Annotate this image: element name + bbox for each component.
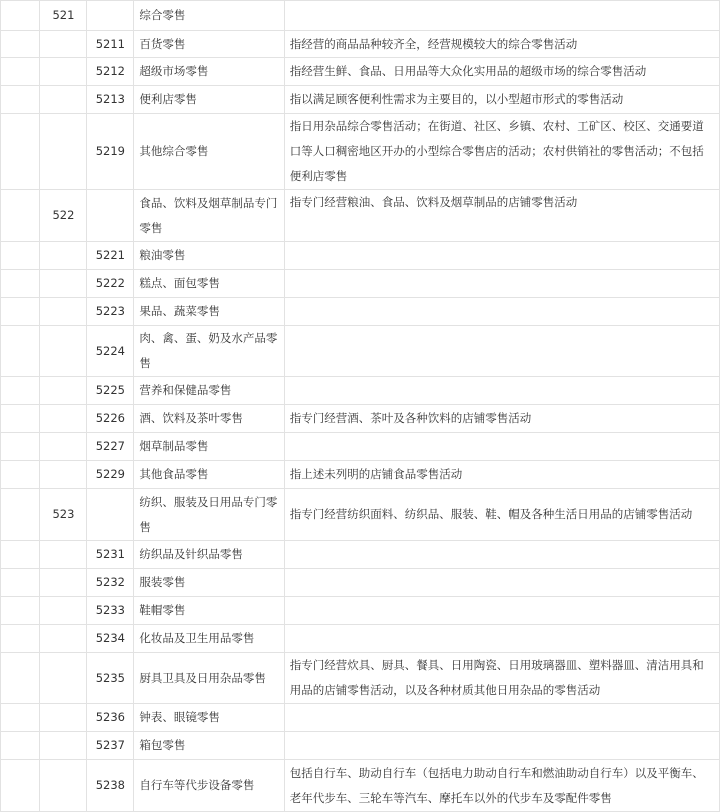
blank-cell (1, 489, 40, 541)
description-cell (284, 597, 719, 625)
group-code-cell: 521 (40, 1, 87, 31)
blank-cell (1, 86, 40, 114)
group-code-cell (40, 732, 87, 760)
class-code-cell (87, 1, 134, 31)
group-code-cell (40, 86, 87, 114)
group-code-cell (40, 298, 87, 326)
blank-cell (1, 242, 40, 270)
class-code-cell (87, 190, 134, 242)
group-code-cell (40, 541, 87, 569)
description-cell: 指专门经营粮油、食品、饮料及烟草制品的店铺零售活动 (284, 190, 719, 242)
group-code-cell (40, 242, 87, 270)
group-code-cell (40, 326, 87, 377)
category-name-cell: 鞋帽零售 (134, 597, 284, 625)
group-code-cell (40, 377, 87, 405)
blank-cell (1, 405, 40, 433)
description-cell (284, 433, 719, 461)
description-cell: 指专门经营纺织面料、纺织品、服装、鞋、帽及各种生活日用品的店铺零售活动 (284, 489, 719, 541)
table-row (1, 653, 720, 704)
blank-cell (1, 31, 40, 58)
description-cell: 指经营的商品品种较齐全，经营规模较大的综合零售活动 (284, 31, 719, 58)
description-cell: 包括自行车、助动自行车（包括电力助动自行车和燃油助动自行车）以及平衡车、老年代步车、三轮车等汽车、摩托车以外的代步车及零配件零售 (284, 760, 719, 812)
category-name-cell: 食品、饮料及烟草制品专门零售 (134, 190, 284, 242)
class-code-cell: 5238 (87, 760, 134, 812)
class-code-cell: 5231 (87, 541, 134, 569)
blank-cell (1, 653, 40, 704)
table-row (1, 433, 720, 461)
category-name-cell: 综合零售 (134, 1, 284, 31)
group-code-cell (40, 625, 87, 653)
table-row (1, 114, 720, 190)
class-code-cell: 5234 (87, 625, 134, 653)
description-cell: 指专门经营炊具、厨具、餐具、日用陶瓷、日用玻璃器皿、塑料器皿、清洁用具和用品的店铺零售活动，以及各种材质其他日用杂品的零售活动 (284, 653, 719, 704)
table-row (1, 298, 720, 326)
category-name-cell: 肉、禽、蛋、奶及水产品零售 (134, 326, 284, 377)
group-code-cell: 522 (40, 190, 87, 242)
group-code-cell (40, 704, 87, 732)
table-row (1, 326, 720, 377)
description-cell (284, 704, 719, 732)
class-code-cell: 5222 (87, 270, 134, 298)
category-name-cell: 百货零售 (134, 31, 284, 58)
description-cell: 指日用杂品综合零售活动；在街道、社区、乡镇、农村、工矿区、校区、交通要道口等人口稠密地区开办的小型综合零售店的活动；农村供销社的零售活动；不包括便利店零售 (284, 114, 719, 190)
blank-cell (1, 541, 40, 569)
table-row (1, 704, 720, 732)
category-name-cell: 厨具卫具及日用杂品零售 (134, 653, 284, 704)
category-name-cell: 化妆品及卫生用品零售 (134, 625, 284, 653)
blank-cell (1, 704, 40, 732)
category-name-cell: 营养和保健品零售 (134, 377, 284, 405)
class-code-cell: 5233 (87, 597, 134, 625)
table-row (1, 1, 720, 31)
blank-cell (1, 760, 40, 812)
group-code-cell (40, 31, 87, 58)
description-cell (284, 569, 719, 597)
description-cell (284, 377, 719, 405)
blank-cell (1, 625, 40, 653)
blank-cell (1, 433, 40, 461)
description-cell: 指上述未列明的店铺食品零售活动 (284, 461, 719, 489)
category-name-cell: 自行车等代步设备零售 (134, 760, 284, 812)
class-code-cell: 5219 (87, 114, 134, 190)
category-name-cell: 果品、蔬菜零售 (134, 298, 284, 326)
category-name-cell: 纺织、服装及日用品专门零售 (134, 489, 284, 541)
class-code-cell: 5232 (87, 569, 134, 597)
category-name-cell: 酒、饮料及茶叶零售 (134, 405, 284, 433)
blank-cell (1, 58, 40, 86)
description-cell (284, 1, 719, 31)
table-row (1, 86, 720, 114)
description-cell (284, 270, 719, 298)
blank-cell (1, 461, 40, 489)
group-code-cell (40, 569, 87, 597)
table-row (1, 541, 720, 569)
class-code-cell: 5227 (87, 433, 134, 461)
class-code-cell: 5211 (87, 31, 134, 58)
category-name-cell: 服装零售 (134, 569, 284, 597)
table-row (1, 58, 720, 86)
class-code-cell: 5226 (87, 405, 134, 433)
class-code-cell: 5235 (87, 653, 134, 704)
description-cell (284, 242, 719, 270)
group-code-cell (40, 433, 87, 461)
class-code-cell: 5223 (87, 298, 134, 326)
description-cell (284, 326, 719, 377)
group-code-cell (40, 653, 87, 704)
table-row (1, 625, 720, 653)
blank-cell (1, 1, 40, 31)
class-code-cell: 5213 (87, 86, 134, 114)
class-code-cell: 5237 (87, 732, 134, 760)
group-code-cell (40, 461, 87, 489)
table-row (1, 461, 720, 489)
description-cell: 指经营生鲜、食品、日用品等大众化实用品的超级市场的综合零售活动 (284, 58, 719, 86)
class-code-cell (87, 489, 134, 541)
class-code-cell: 5225 (87, 377, 134, 405)
category-name-cell: 糕点、面包零售 (134, 270, 284, 298)
blank-cell (1, 569, 40, 597)
description-cell: 指以满足顾客便利性需求为主要目的，以小型超市形式的零售活动 (284, 86, 719, 114)
group-code-cell (40, 597, 87, 625)
category-name-cell: 纺织品及针织品零售 (134, 541, 284, 569)
blank-cell (1, 377, 40, 405)
table-row (1, 377, 720, 405)
table-row (1, 405, 720, 433)
description-cell (284, 732, 719, 760)
blank-cell (1, 114, 40, 190)
table-row (1, 489, 720, 541)
class-code-cell: 5221 (87, 242, 134, 270)
blank-cell (1, 270, 40, 298)
group-code-cell (40, 760, 87, 812)
group-code-cell (40, 405, 87, 433)
category-name-cell: 粮油零售 (134, 242, 284, 270)
description-cell (284, 298, 719, 326)
description-cell (284, 541, 719, 569)
category-name-cell: 超级市场零售 (134, 58, 284, 86)
table-row (1, 732, 720, 760)
category-name-cell: 钟表、眼镜零售 (134, 704, 284, 732)
category-name-cell: 箱包零售 (134, 732, 284, 760)
blank-cell (1, 597, 40, 625)
class-code-cell: 5224 (87, 326, 134, 377)
table-row (1, 569, 720, 597)
table-row (1, 270, 720, 298)
class-code-cell: 5229 (87, 461, 134, 489)
blank-cell (1, 326, 40, 377)
class-code-cell: 5212 (87, 58, 134, 86)
blank-cell (1, 298, 40, 326)
table-row (1, 242, 720, 270)
blank-cell (1, 732, 40, 760)
category-name-cell: 便利店零售 (134, 86, 284, 114)
table-row (1, 31, 720, 58)
group-code-cell (40, 270, 87, 298)
description-cell: 指专门经营酒、茶叶及各种饮料的店铺零售活动 (284, 405, 719, 433)
category-name-cell: 烟草制品零售 (134, 433, 284, 461)
table-row (1, 597, 720, 625)
group-code-cell (40, 58, 87, 86)
table-row (1, 190, 720, 242)
blank-cell (1, 190, 40, 242)
group-code-cell: 523 (40, 489, 87, 541)
group-code-cell (40, 114, 87, 190)
table-row (1, 760, 720, 812)
class-code-cell: 5236 (87, 704, 134, 732)
category-name-cell: 其他综合零售 (134, 114, 284, 190)
category-name-cell: 其他食品零售 (134, 461, 284, 489)
description-cell (284, 625, 719, 653)
